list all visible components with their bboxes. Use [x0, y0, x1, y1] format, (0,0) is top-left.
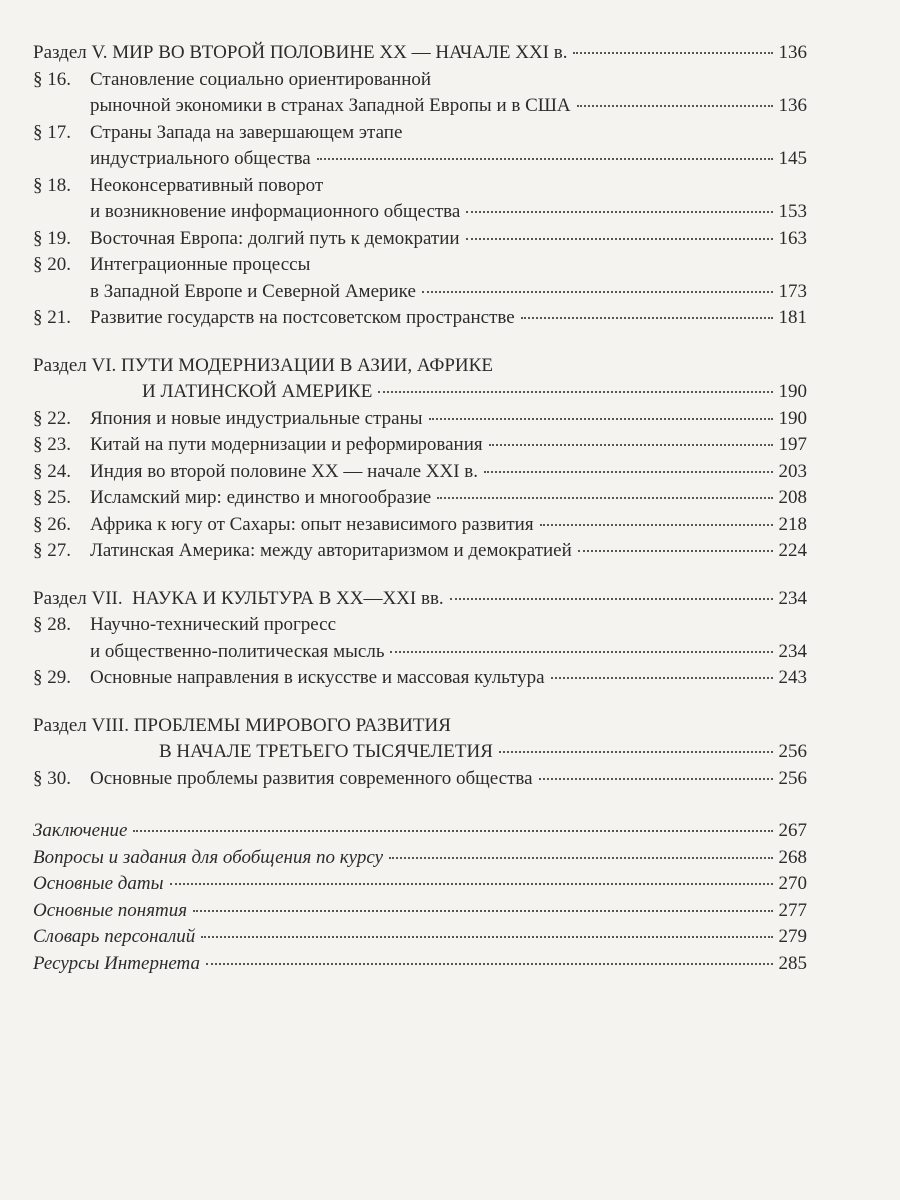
paragraph-number: § 27. [33, 540, 71, 561]
entry-title: Восточная Европа: долгий путь к демократии [90, 227, 460, 249]
entry-title: Африка к югу от Сахары: опыт независимого развития [90, 513, 534, 535]
toc-entry [33, 766, 807, 793]
dot-leader [422, 291, 773, 293]
entry-title: Исламский мир: единство и многообразие [90, 487, 432, 508]
page-number: 190 [778, 381, 807, 402]
toc-entry [33, 665, 807, 692]
section-title: Раздел V. МИР ВО ВТОРОЙ ПОЛОВИНЕ XX — НАЧАЛЕ XXI в. [33, 42, 568, 63]
dot-leader [466, 238, 773, 240]
entry-title: Ресурсы Интернета [33, 952, 201, 974]
entry-title: Неоконсервативный поворот [90, 174, 324, 196]
spacer [33, 332, 807, 353]
paragraph-number: § 20. [33, 254, 71, 275]
section-heading [33, 713, 807, 740]
page-number: 197 [778, 434, 807, 455]
section-title: Раздел VI. ПУТИ МОДЕРНИЗАЦИИ В АЗИИ, АФРИКЕ [33, 354, 493, 376]
page-number: 208 [778, 487, 807, 508]
section-v [33, 40, 807, 332]
page-number: 267 [778, 820, 807, 841]
toc-entry [33, 305, 807, 332]
entry-title: Заключение [33, 820, 128, 841]
page-number: 234 [778, 640, 807, 662]
paragraph-number: § 17. [33, 121, 71, 143]
dot-leader [489, 444, 773, 446]
paragraph-number: § 18. [33, 174, 71, 196]
page-number: 218 [778, 513, 807, 535]
section-vii [33, 586, 807, 692]
toc-entry [33, 538, 807, 565]
section-heading [33, 40, 807, 67]
paragraph-number: § 21. [33, 307, 71, 328]
dot-leader [578, 550, 773, 552]
toc-entry [33, 173, 807, 200]
dot-leader [390, 651, 772, 653]
entry-title: Научно-технический прогресс [90, 614, 337, 635]
entry-title: Китай на пути модернизации и реформирования [90, 434, 483, 455]
page-number: 145 [778, 148, 807, 169]
section-title: В НАЧАЛЕ ТРЕТЬЕГО ТЫСЯЧЕЛЕТИЯ [159, 741, 493, 762]
page-number: 136 [778, 95, 807, 116]
dot-leader [429, 418, 773, 420]
paragraph-number: § 25. [33, 487, 71, 508]
toc-entry [33, 459, 807, 486]
page-number: 181 [778, 307, 807, 328]
section-viii [33, 713, 807, 793]
toc-entry [33, 252, 807, 279]
entry-title: Развитие государств на постсоветском пространстве [90, 307, 515, 328]
dot-leader [206, 963, 772, 965]
entry-title: Латинская Америка: между авторитаризмом и демократией [90, 540, 572, 561]
section-heading [33, 353, 807, 380]
spacer [33, 565, 807, 586]
toc-entry [33, 406, 807, 433]
entry-title: индустриального общества [90, 148, 311, 169]
dot-leader [378, 391, 772, 393]
paragraph-number: § 28. [33, 614, 71, 635]
dot-leader [466, 211, 772, 213]
page-number: 153 [778, 201, 807, 222]
page-number: 173 [778, 280, 807, 302]
spacer [33, 792, 807, 818]
toc-entry [33, 612, 807, 639]
page-number: 279 [778, 926, 807, 947]
entry-title: Страны Запада на завершающем этапе [90, 121, 403, 143]
appendix-list [33, 818, 807, 977]
dot-leader [521, 317, 773, 319]
toc-entry [33, 67, 807, 94]
appendix-entry [33, 898, 807, 925]
dot-leader [437, 497, 772, 499]
toc-entry [33, 120, 807, 147]
dot-leader [450, 598, 773, 600]
appendix-entry [33, 845, 807, 872]
dot-leader [539, 778, 773, 780]
toc-entry-cont [33, 639, 807, 666]
entry-title: и возникновение информационного общества [90, 201, 461, 222]
toc-entry-cont [33, 93, 807, 120]
page-number: 224 [778, 540, 807, 561]
paragraph-number: § 26. [33, 513, 71, 535]
toc-entry [33, 485, 807, 512]
paragraph-number: § 19. [33, 227, 71, 249]
entry-title: Основные понятия [33, 899, 188, 921]
page-number: 256 [778, 741, 807, 762]
paragraph-number: § 23. [33, 434, 71, 455]
dot-leader [193, 910, 772, 912]
appendix-entry [33, 818, 807, 845]
entry-title: Основные даты [33, 873, 164, 894]
toc-entry-cont [33, 199, 807, 226]
toc-entry-cont [33, 279, 807, 306]
paragraph-number: § 30. [33, 767, 71, 789]
entry-title: в Западной Европе и Северной Америке [90, 280, 416, 302]
entry-title: Интеграционные процессы [90, 254, 311, 275]
dot-leader [499, 751, 773, 753]
entry-title: Япония и новые индустриальные страны [90, 407, 423, 429]
dot-leader [551, 677, 773, 679]
section-heading-cont [33, 379, 807, 406]
paragraph-number: § 29. [33, 667, 71, 688]
entry-title: Вопросы и задания для обобщения по курсу [33, 846, 384, 868]
entry-title: Основные направления в искусстве и массовая культура [90, 667, 545, 688]
toc-entry [33, 432, 807, 459]
dot-leader [133, 830, 772, 832]
dot-leader [484, 471, 772, 473]
appendix-entry [33, 924, 807, 951]
toc-entry-cont [33, 146, 807, 173]
toc-entry [33, 226, 807, 253]
appendix-entry [33, 871, 807, 898]
paragraph-number: § 22. [33, 407, 71, 429]
entry-title: рыночной экономики в странах Западной Европы и в США [90, 95, 571, 116]
spacer [33, 692, 807, 713]
dot-leader [540, 524, 773, 526]
page-number: 190 [778, 407, 807, 429]
paragraph-number: § 24. [33, 460, 71, 482]
entry-title: Становление социально ориентированной [90, 68, 432, 90]
page-number: 234 [778, 587, 807, 609]
page-number: 136 [778, 42, 807, 63]
page-number: 268 [778, 846, 807, 868]
section-title: Раздел VII. НАУКА И КУЛЬТУРА В XX—XXI вв. [33, 587, 444, 609]
section-title: Раздел VIII. ПРОБЛЕМЫ МИРОВОГО РАЗВИТИЯ [33, 714, 451, 736]
dot-leader [170, 883, 773, 885]
entry-title: Словарь персоналий [33, 926, 196, 947]
dot-leader [577, 105, 773, 107]
page-number: 163 [778, 227, 807, 249]
page-number: 243 [778, 667, 807, 688]
page-number: 203 [778, 460, 807, 482]
toc-entry [33, 512, 807, 539]
section-title: И ЛАТИНСКОЙ АМЕРИКЕ [142, 381, 373, 402]
dot-leader [317, 158, 773, 160]
page-number: 277 [778, 899, 807, 921]
dot-leader [201, 936, 772, 938]
dot-leader [573, 52, 772, 54]
section-heading [33, 586, 807, 613]
section-vi [33, 353, 807, 565]
page-number: 270 [778, 873, 807, 894]
entry-title: Индия во второй половине XX — начале XXI в. [90, 460, 479, 482]
section-heading-cont [33, 739, 807, 766]
entry-title: Основные проблемы развития современного общества [90, 767, 533, 789]
table-of-contents [33, 40, 807, 977]
paragraph-number: § 16. [33, 68, 71, 90]
entry-title: и общественно-политическая мысль [90, 640, 385, 662]
page-number: 285 [778, 952, 807, 974]
page-number: 256 [778, 767, 807, 789]
appendix-entry [33, 951, 807, 978]
dot-leader [389, 857, 772, 859]
